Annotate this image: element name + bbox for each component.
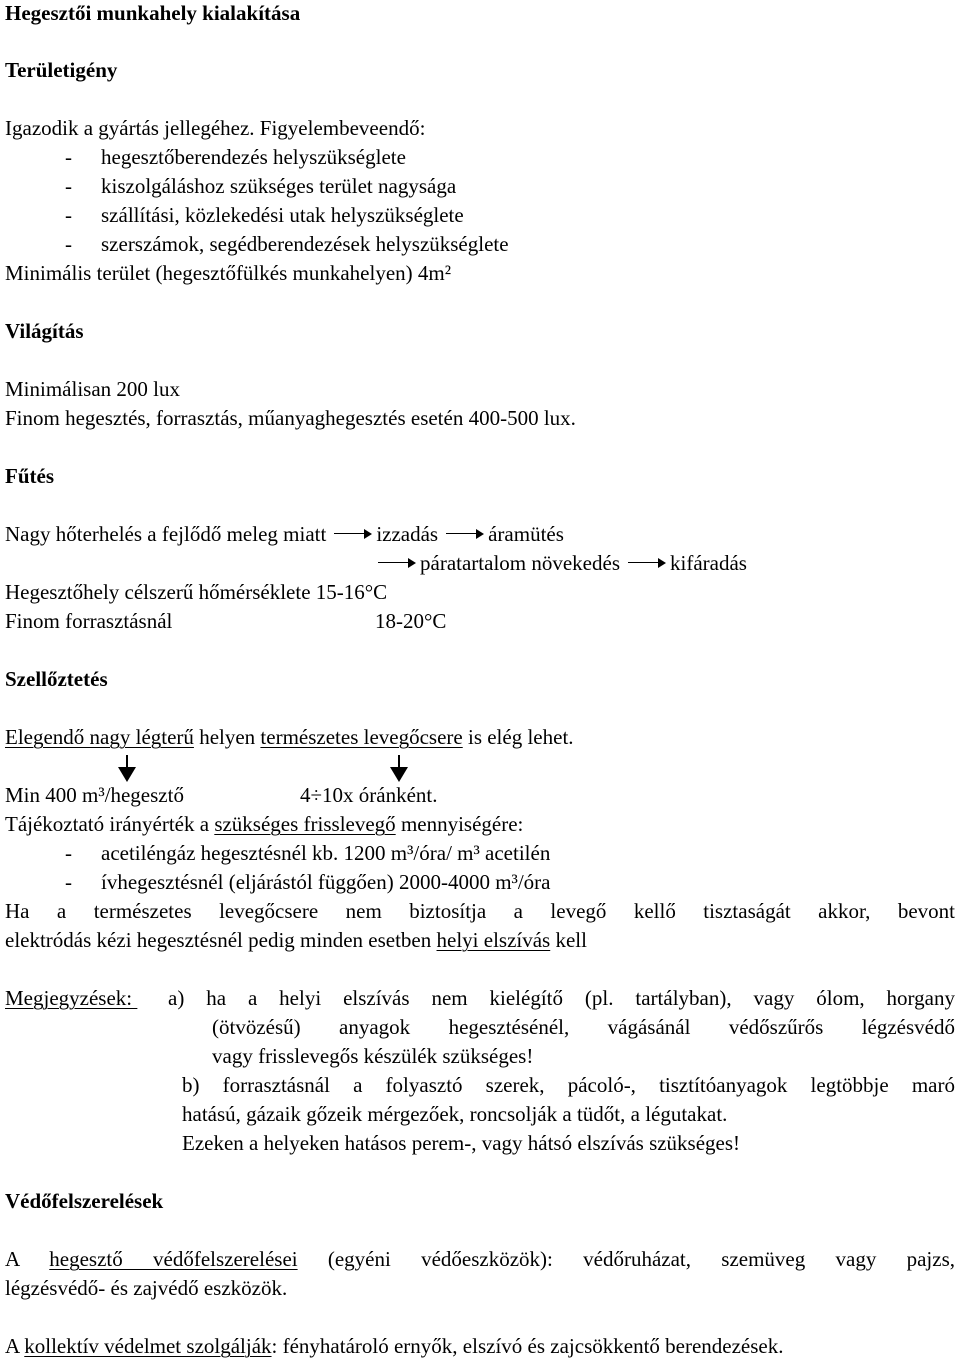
list-item: - kiszolgáláshoz szükséges terület nagysága xyxy=(65,174,457,198)
right-arrow-icon xyxy=(334,529,372,539)
vilagitas-line-2: Finom hegesztés, forrasztás, műanyaghegesztés esetén 400-500 lux. xyxy=(5,406,576,430)
vedofelszereles-para-2: légzésvédő- és zajvédő eszközök. xyxy=(5,1276,288,1300)
heading-teruletigeny: Területigény xyxy=(5,58,118,82)
list-item: - szerszámok, segédberendezések helyszükséglete xyxy=(65,232,509,256)
szelloztetes-para-2: elektródás kézi hegesztésnél pedig minden esetben helyi elszívás kell xyxy=(5,928,587,952)
heading-futes: Fűtés xyxy=(5,464,54,488)
futes-fine-label: Finom forrasztásnál xyxy=(5,609,173,633)
note-a-line-2: (ötvözésű) anyagok hegesztésénél, vágásánál védőszűrős légzésvédő xyxy=(212,1015,955,1039)
right-arrow-icon xyxy=(446,529,484,539)
air-change-rate: 4÷10x óránként. xyxy=(300,783,438,807)
vedofelszereles-para-3: A kollektív védelmet szolgálják: fényhatároló ernyők, elszívó és zajcsökkentő berendezések. xyxy=(5,1334,784,1358)
list-item: - szállítási, közlekedési utak helyszükséglete xyxy=(65,203,464,227)
min-area-text: Minimális terület (hegesztőfülkés munkahelyen) 4m² xyxy=(5,261,452,285)
futes-temperature: Hegesztőhely célszerű hőmérséklete 15-16°C xyxy=(5,580,388,604)
note-b-line-3: Ezeken a helyeken hatásos perem-, vagy hátsó elszívás szükséges! xyxy=(182,1131,741,1155)
szelloztetes-sentence: Elegendő nagy légterű helyen természetes levegőcsere is elég lehet. xyxy=(5,725,574,749)
notes-label: Megjegyzések: xyxy=(5,986,138,1010)
note-a-line-1: a) ha a helyi elszívás nem kielégítő (pl. tartályban), vagy ólom, horgany xyxy=(168,986,955,1010)
right-arrow-icon xyxy=(628,558,666,568)
vilagitas-line-1: Minimálisan 200 lux xyxy=(5,377,180,401)
vedofelszereles-para-1: A hegesztő védőfelszerelései (egyéni védőeszközök): védőruházat, szemüveg vagy pajzs, xyxy=(5,1247,955,1271)
note-a-line-3: vagy frisslevegős készülék szükséges! xyxy=(212,1044,534,1068)
futes-line-1: Nagy hőterhelés a fejlődő meleg miatt izzadás áramütés xyxy=(5,522,564,546)
heading-vedofelszereles: Védőfelszerelések xyxy=(5,1189,164,1213)
list-item: - ívhegesztésnél (eljárástól függően) 2000-4000 m³/óra xyxy=(65,870,551,894)
heading-vilagitas: Világítás xyxy=(5,319,84,343)
note-b-line-2: hatású, gázaik gőzeik mérgezőek, roncsolják a tüdőt, a légutakat. xyxy=(182,1102,728,1126)
list-item: - acetiléngáz hegesztésnél kb. 1200 m³/óra/ m³ acetilén xyxy=(65,841,551,865)
heading-szelloztetes: Szellőztetés xyxy=(5,667,108,691)
futes-fine-value: 18-20°C xyxy=(375,609,447,633)
note-b-line-1: b) forrasztásnál a folyasztó szerek, pácoló-, tisztítóanyagok legtöbbje maró xyxy=(182,1073,955,1097)
szelloztetes-para-1: Ha a természetes levegőcsere nem biztosítja a levegő kellő tisztaságát akkor, bevont xyxy=(5,899,955,923)
teruletigeny-intro: Igazodik a gyártás jellegéhez. Figyelembeveendő: xyxy=(5,116,426,140)
list-item: - hegesztőberendezés helyszükséglete xyxy=(65,145,406,169)
right-arrow-icon xyxy=(378,558,416,568)
min-air-per-welder: Min 400 m³/hegesztő xyxy=(5,783,184,807)
futes-line-2: páratartalom növekedés kifáradás xyxy=(370,549,747,578)
page-title: Hegesztői munkahely kialakítása xyxy=(5,1,301,25)
fresh-air-info: Tájékoztató irányérték a szükséges frisslevegő mennyiségére: xyxy=(5,812,524,836)
